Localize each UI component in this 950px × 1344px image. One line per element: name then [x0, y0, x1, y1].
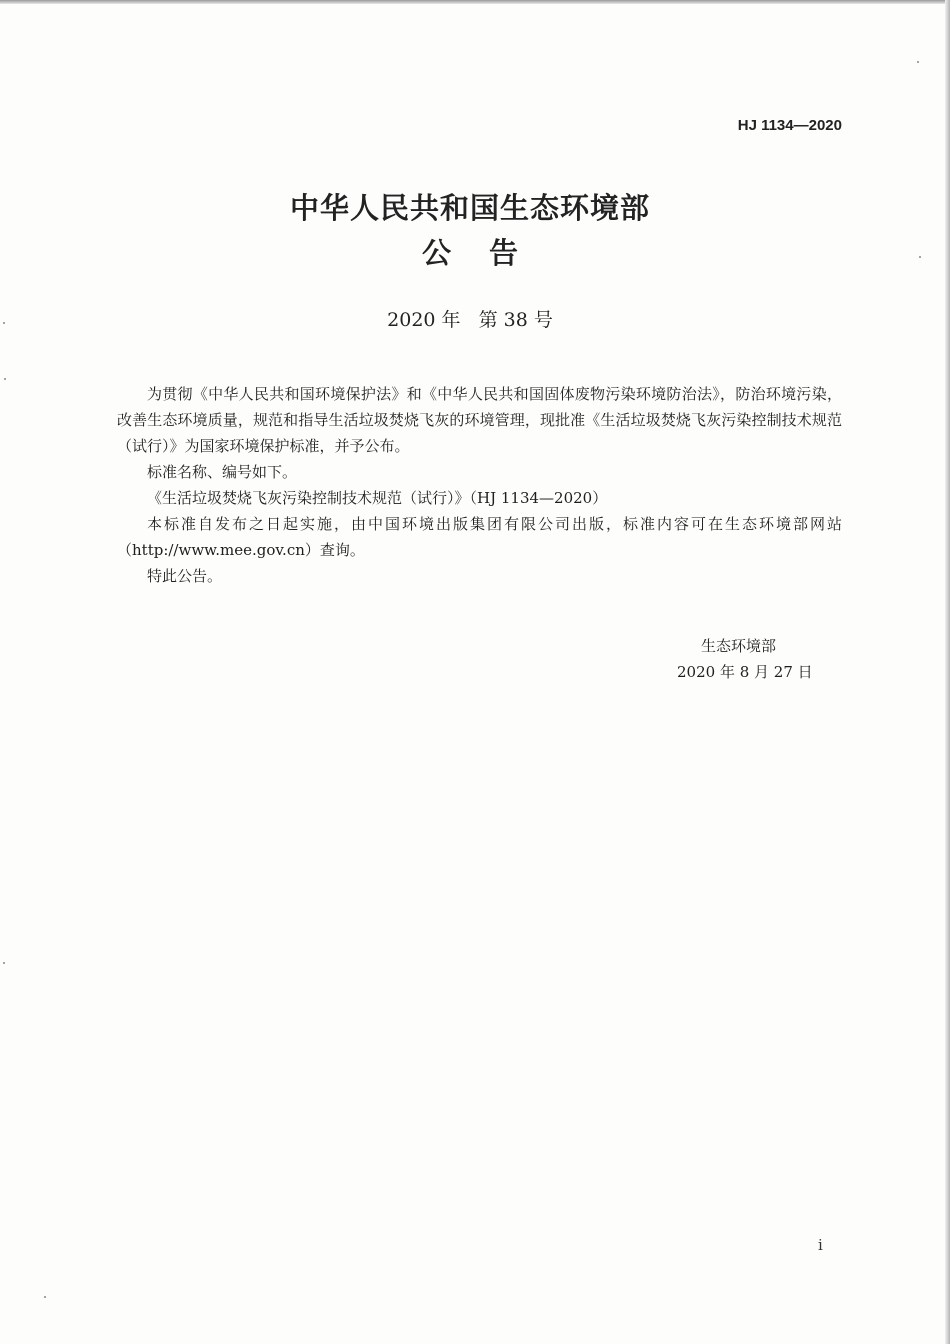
issuing-authority-title: 中华人民共和国生态环境部: [289, 191, 650, 225]
scan-speck: [919, 256, 921, 258]
standard-code: HJ 1134—2020: [737, 117, 842, 134]
issue-number: 第 38 号: [478, 309, 553, 331]
body-paragraph: 本标准自发布之日起实施，由中国环境出版集团有限公司出版，标准内容可在生态环境部网站（http://www.mee.gov.cn）查询。: [117, 515, 842, 559]
issue-year: 2020 年: [387, 309, 461, 331]
page-number: i: [818, 1236, 823, 1254]
issue-number-line: [0, 305, 940, 332]
scan-edge-right: [945, 0, 950, 1344]
scan-speck: [3, 322, 5, 324]
scan-speck: [4, 378, 6, 380]
signoff-organization: 生态环境部: [701, 637, 777, 655]
body-paragraph: 《生活垃圾焚烧飞灰污染控制技术规范（试行）》（HJ 1134—2020）: [147, 489, 608, 507]
body-paragraph: 标准名称、编号如下。: [147, 463, 298, 481]
scan-speck: [917, 61, 919, 63]
scan-edge-top: [0, 0, 950, 4]
signoff-block: [677, 633, 813, 685]
scan-speck: [3, 962, 5, 964]
scan-speck: [44, 1296, 46, 1298]
body-paragraph: 特此公告。: [147, 567, 223, 585]
announcement-body: [117, 381, 842, 589]
signoff-date: 2020 年 8 月 27 日: [677, 663, 813, 681]
body-paragraph: 为贯彻《中华人民共和国环境保护法》和《中华人民共和国固体废物污染环境防治法》，防治环境污染，改善生态环境质量，规范和指导生活垃圾焚烧飞灰的环境管理，现批准《生活垃圾焚烧飞灰污染控制技术规范（试行）》为国家环境保护标准，并予公布。: [117, 385, 842, 455]
announcement-title: 公告: [421, 236, 556, 270]
